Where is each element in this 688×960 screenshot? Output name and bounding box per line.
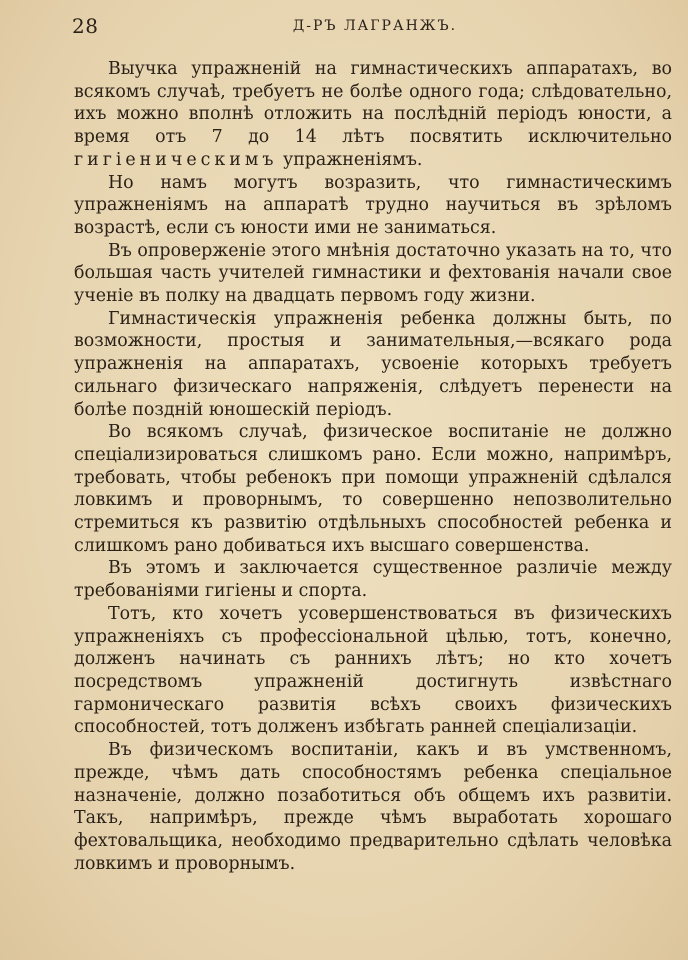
paragraph-8: Въ физическомъ воспитаніи, какъ и въ умственномъ, прежде, чѣмъ дать способностямъ ребенка спеціальное назначеніе, должно позаботиться объ общемъ ихъ развитіи. Такъ, напримѣръ, прежде чѣмъ выработать хорошаго фехтовальщика, необходимо предварительно сдѣлать человѣка ловкимъ и проворнымъ.: [74, 740, 672, 874]
emphasized-word: гигіеническимъ: [74, 149, 278, 170]
page-number: 28: [72, 14, 99, 38]
paragraph-1-text-end: упражненіямъ.: [277, 149, 423, 170]
running-head: Д-РЪ ЛАГРАНЖЪ.: [292, 18, 458, 34]
paragraph-6: Въ этомъ и заключается существенное различіе между требованіями гигіены и спорта.: [74, 558, 672, 602]
paragraph-7: Тотъ, кто хочетъ усовершенствоваться въ физическихъ упражненіяхъ съ профессіональной цѣлью, тотъ, конечно, долженъ начинать съ раннихъ лѣтъ; но кто хочетъ посредствомъ упражненій достигнуть извѣстнаго гармоническаго развитія всѣхъ своихъ физическихъ способностей, тотъ долженъ избѣгать ранней спеціализаціи.: [74, 603, 672, 738]
paragraph-4: Гимнастическія упражненія ребенка должны быть, по возможности, простыя и занимательныя,—всякаго рода упражненія на аппаратахъ, усвоеніе которыхъ требуетъ сильнаго физическаго напряженія, слѣдуетъ перенести на болѣе поздній юношескій періодъ.: [74, 308, 672, 420]
paragraph-1: [74, 58, 672, 172]
body-text: [74, 58, 672, 875]
paragraph-2: Но намъ могутъ возразить, что гимнастическимъ упражненіямъ на аппаратѣ трудно научиться въ зрѣломъ возрастѣ, если съ юности ими не заниматься.: [74, 172, 672, 238]
paragraph-5: Во всякомъ случаѣ, физическое воспитаніе не должно спеціализироваться слишкомъ рано. Если можно, напримѣръ, требовать, чтобы ребенокъ при помощи упражненій сдѣлался ловкимъ и проворнымъ, то совершенно непозволительно стремиться къ развитію отдѣльныхъ способностей ребенка и слишкомъ рано добиваться ихъ высшаго совершенства.: [74, 422, 672, 556]
page-header: [72, 14, 632, 42]
paragraph-1-text-start: Выучка упражненій на гимнастическихъ аппаратахъ, во всякомъ случаѣ, требуетъ не болѣе одного года; слѣдовательно, ихъ можно вполнѣ отложить на послѣдній періодъ юности, а время отъ 7 до 14 лѣтъ посвятить исключительно: [74, 59, 672, 148]
paragraph-3: Въ опроверженіе этого мнѣнія достаточно указать на то, что большая часть учителей гимнастики и фехтованія начали свое ученіе въ полку на двадцать первомъ году жизни.: [74, 240, 672, 307]
